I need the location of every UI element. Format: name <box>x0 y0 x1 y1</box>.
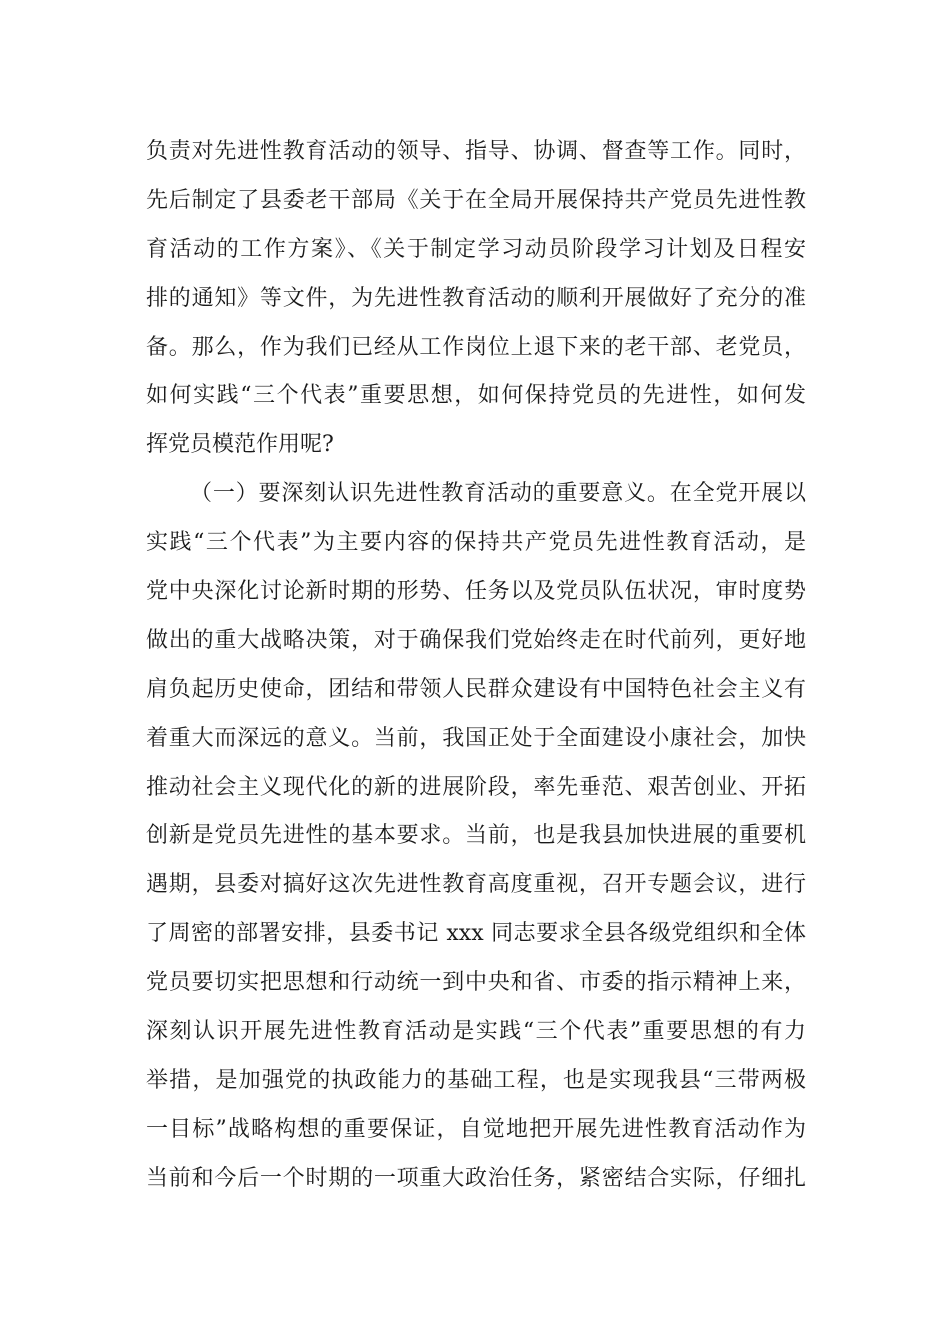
text-line: 创新是党员先进性的基本要求。当前，也是我县加快进展的重要机 <box>146 823 806 849</box>
text-line: 当前和今后一个时期的一项重大政治任务，紧密结合实际，仔细扎 <box>146 1165 806 1191</box>
text-line: 挥党员模范作用呢? <box>146 432 334 458</box>
text-line: 肩负起历史使命，团结和带领人民群众建设有中国特色社会主义有 <box>146 676 806 702</box>
text-line: 备。那么，作为我们已经从工作岗位上退下来的老干部、老党员， <box>146 334 806 360</box>
document-body <box>146 130 806 1206</box>
text-line: 深刻认识开展先进性教育活动是实践“三个代表”重要思想的有力 <box>146 1019 806 1045</box>
text-line: 排的通知》等文件，为先进性教育活动的顺利开展做好了充分的准 <box>146 285 806 311</box>
text-line: 负责对先进性教育活动的领导、指导、协调、督查等工作。同时， <box>146 139 806 164</box>
text-line: 先后制定了县委老干部局《关于在全局开展保持共产党员先进性教 <box>146 187 806 213</box>
text-line: 推动社会主义现代化的新的进展阶段，率先垂范、艰苦创业、开拓 <box>146 774 806 800</box>
text-line: 遇期，县委对搞好这次先进性教育高度重视，召开专题会议，进行 <box>146 872 806 898</box>
text-line: 育活动的工作方案》、《关于制定学习动员阶段学习计划及日程安 <box>146 236 806 262</box>
text-line: 做出的重大战略决策，对于确保我们党始终走在时代前列，更好地 <box>146 627 806 653</box>
text-line: 着重大而深远的意义。当前，我国正处于全面建设小康社会，加快 <box>146 725 806 751</box>
text-line: 实践“三个代表”为主要内容的保持共产党员先进性教育活动，是 <box>146 530 806 556</box>
text-line: 了周密的部署安排，县委书记 xxx 同志要求全县各级党组织和全体 <box>146 921 806 947</box>
text-line: 如何实践“三个代表”重要思想，如何保持党员的先进性，如何发 <box>146 383 806 409</box>
text-line: 举措，是加强党的执政能力的基础工程，也是实现我县“三带两极 <box>146 1067 806 1093</box>
paragraph-first-line: （一）要深刻认识先进性教育活动的重要意义。在全党开展以 <box>190 481 806 507</box>
text-line: 一目标”战略构想的重要保证，自觉地把开展先进性教育活动作为 <box>146 1116 806 1142</box>
text-line: 党员要切实把思想和行动统一到中央和省、市委的指示精神上来， <box>146 970 806 996</box>
text-line: 党中央深化讨论新时期的形势、任务以及党员队伍状况，审时度势 <box>146 579 806 605</box>
